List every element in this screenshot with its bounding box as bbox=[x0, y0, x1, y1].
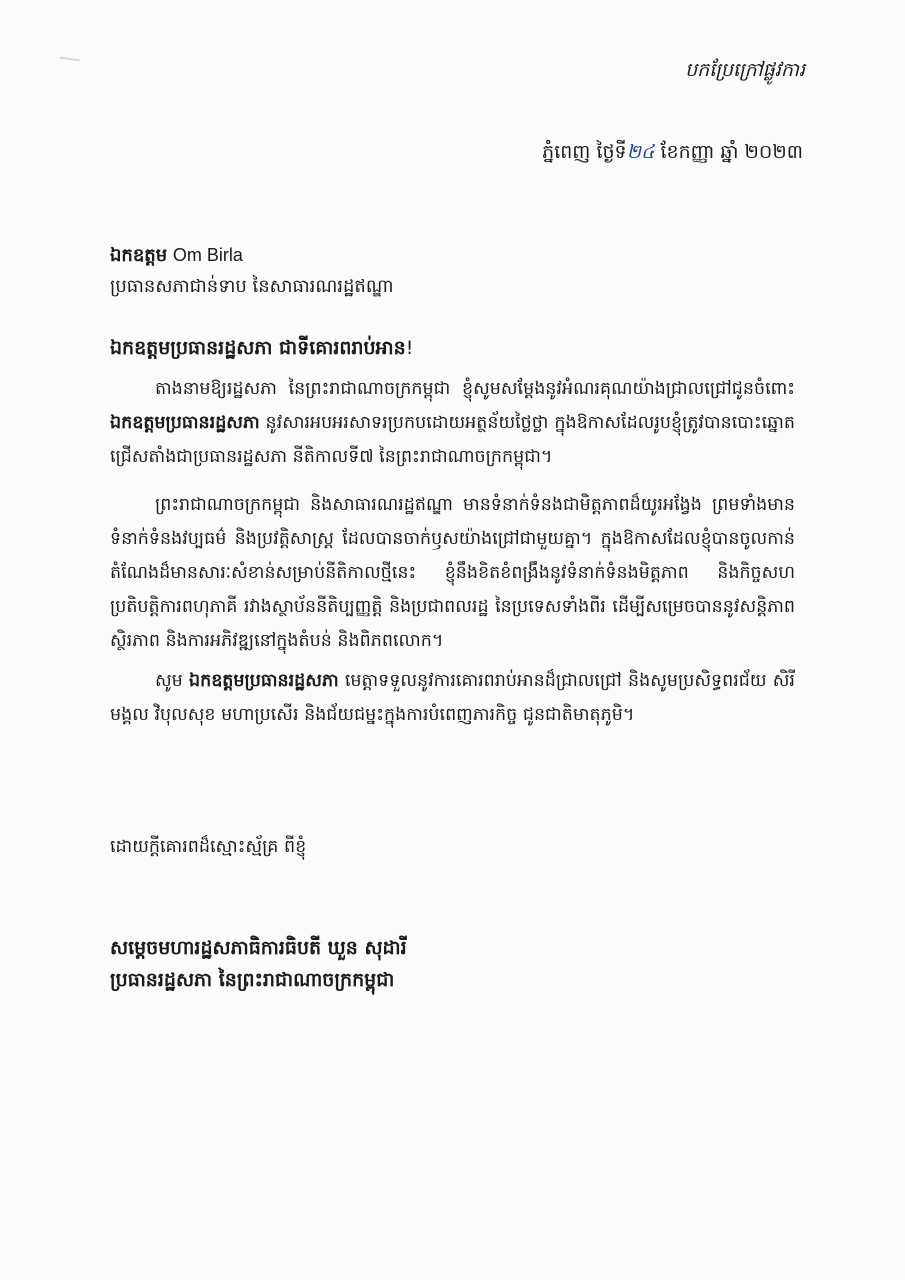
recipient-name: Om Birla bbox=[172, 245, 243, 265]
unofficial-translation-note: បកប្រែក្រៅផ្លូវការ bbox=[685, 59, 805, 81]
p1-bold-title: ឯកឧត្តមប្រធានរដ្ឋសភា bbox=[110, 413, 260, 433]
signature-block bbox=[110, 932, 407, 996]
p3-text-c: មេត្តាទទួលនូវការគោរពរាប់អានដ៏ជ្រាលជ្រៅ និងសូមប្រសិទ្ធពរជ័យ សិរីមង្គល វិបុលសុខ មហាប្រសើរ និងជ័យជម្នះក្នុងការបំពេញភារកិច្ច ជូនជាតិមាតុភូមិ។ bbox=[110, 671, 795, 725]
body-paragraph-3 bbox=[110, 664, 795, 732]
signatory-name: សម្តេចមហារដ្ឋសភាធិការធិបតី ឃួន សុដារី bbox=[110, 937, 407, 959]
scan-artifact bbox=[60, 57, 80, 62]
recipient-name-line bbox=[110, 240, 394, 271]
date-day-handwritten: ២៤ bbox=[626, 141, 655, 163]
body-paragraph-2: ព្រះរាជាណាចក្រកម្ពុជា និងសាធារណរដ្ឋឥណ្ឌា មានទំនាក់ទំនងជាមិត្តភាពដ៏យូរអង្វែង ព្រមទាំងមានទំនាក់ទំនងវប្បធម៌ និងប្រវត្តិសាស្ត្រ ដែលបានចាក់ឫសយ៉ាងជ្រៅជាមួយគ្នា។ ក្នុងឱកាសដែលខ្ញុំបានចូលកាន់តំណែងដ៏មានសារៈសំខាន់សម្រាប់នីតិកាលថ្មីនេះ ខ្ញុំនឹងខិតខំពង្រឹងនូវទំនាក់ទំនងមិត្តភាព និងកិច្ចសហប្រតិបត្តិការពហុភាគី រវាងស្ថាប័ននីតិប្បញ្ញត្តិ និងប្រជាពលរដ្ឋ នៃប្រទេសទាំងពីរ ដើម្បីសម្រេចបាននូវសន្តិភាព ស្ថិរភាព និងការអភិវឌ្ឍនៅក្នុងតំបន់ និងពិភពលោក។ bbox=[110, 495, 795, 651]
signatory-title: ប្រធានរដ្ឋសភា នៃព្រះរាជាណាចក្រកម្ពុជា bbox=[110, 969, 395, 991]
date-prefix: ភ្នំពេញ ថ្ងៃទី bbox=[542, 141, 627, 163]
recipient-honorific: ឯកឧត្តម bbox=[110, 245, 168, 266]
date-line bbox=[542, 140, 803, 168]
p3-text-a: សូម bbox=[155, 671, 189, 691]
salutation-mark: ! bbox=[405, 337, 414, 359]
closing-line: ដោយក្ដីគោរពដ៏ស្មោះស្ម័គ្រ ពីខ្ញុំ bbox=[110, 837, 307, 857]
p1-text-c: នូវសារអបអរសាទរប្រកបដោយអត្ថន័យថ្លៃថ្លា ក្នុងឱកាសដែលរូបខ្ញុំត្រូវបានបោះឆ្នោតជ្រើសតាំងជាប្រធានរដ្ឋសភា នីតិកាលទី៧ នៃព្រះរាជាណាចក្រកម្ពុជា។ bbox=[110, 413, 795, 467]
salutation-text: ឯកឧត្តមប្រធានរដ្ឋសភា ជាទីគោរពរាប់អាន bbox=[110, 337, 406, 359]
recipient-block bbox=[110, 240, 394, 302]
recipient-title: ប្រធានសភាជាន់ទាប នៃសាធារណរដ្ឋឥណ្ឌា bbox=[110, 276, 394, 297]
letter-body bbox=[110, 372, 795, 738]
body-paragraph-1 bbox=[110, 372, 795, 474]
p3-bold-title: ឯកឧត្តមប្រធានរដ្ឋសភា bbox=[188, 671, 339, 691]
salutation bbox=[110, 336, 413, 364]
date-suffix: ខែកញ្ញា ឆ្នាំ ២០២៣ bbox=[654, 141, 803, 163]
p1-text-a: តាងនាមឱ្យរដ្ឋសភា នៃព្រះរាជាណាចក្រកម្ពុជា ខ្ញុំសូមសម្តែងនូវអំណរគុណយ៉ាងជ្រាលជ្រៅជូនចំពោះ bbox=[155, 379, 795, 399]
